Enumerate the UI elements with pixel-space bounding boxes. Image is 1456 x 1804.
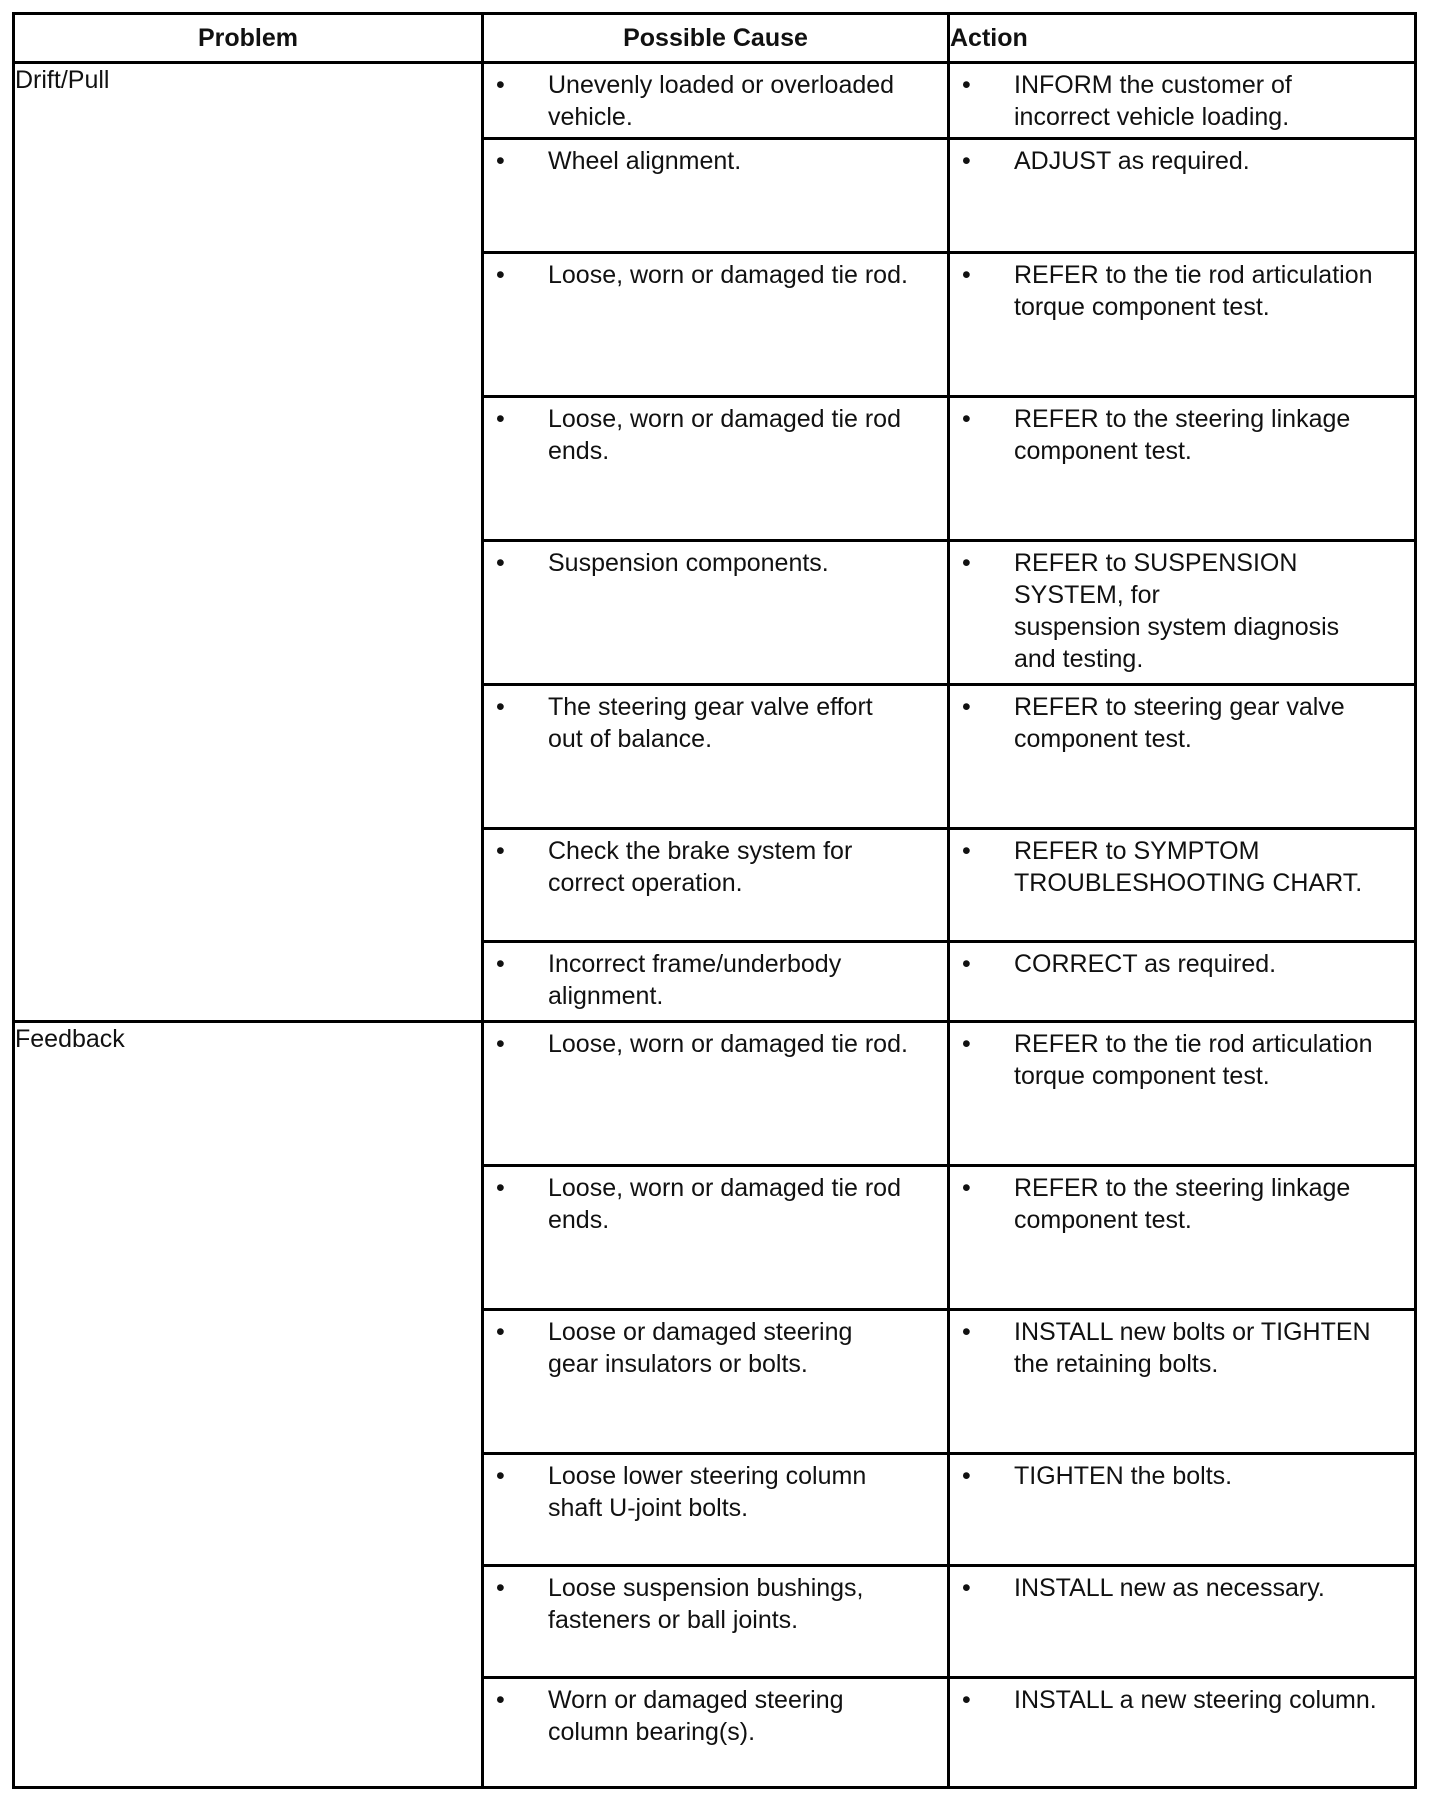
bullet-icon: • xyxy=(496,71,505,99)
action-cell xyxy=(949,1566,1416,1678)
bullet-icon: • xyxy=(962,1574,971,1602)
cause-cell xyxy=(483,1310,949,1454)
action-cell xyxy=(949,253,1416,397)
cause-cell xyxy=(483,829,949,942)
action-cell xyxy=(949,942,1416,1022)
cause-text: Loose suspension bushings, fasteners or ball joints. xyxy=(548,1574,864,1634)
action-cell xyxy=(949,829,1416,942)
cause-text: Loose, worn or damaged tie rod. xyxy=(548,261,908,289)
cause-cell xyxy=(483,397,949,541)
cause-cell xyxy=(483,139,949,253)
bullet-icon: • xyxy=(962,405,971,433)
cause-cell xyxy=(483,1022,949,1166)
symptom-chart-table xyxy=(12,12,1417,1789)
cause-text: Suspension components. xyxy=(548,549,829,577)
action-text: INFORM the customer of incorrect vehicle loading. xyxy=(1014,71,1292,131)
action-cell xyxy=(949,1310,1416,1454)
bullet-icon: • xyxy=(962,1030,971,1058)
cause-text: The steering gear valve effort out of balance. xyxy=(548,693,873,753)
bullet-icon: • xyxy=(496,549,505,577)
cause-text: Loose, worn or damaged tie rod ends. xyxy=(548,1174,901,1234)
bullet-icon: • xyxy=(496,1462,505,1490)
action-cell xyxy=(949,541,1416,685)
header-problem: Problem xyxy=(14,14,483,63)
action-cell xyxy=(949,1678,1416,1788)
action-text: REFER to steering gear valve component test. xyxy=(1014,693,1345,753)
action-cell xyxy=(949,1454,1416,1566)
bullet-icon: • xyxy=(962,1686,971,1714)
header-row xyxy=(14,14,1416,63)
bullet-icon: • xyxy=(496,1174,505,1202)
bullet-icon: • xyxy=(962,147,971,175)
cause-cell xyxy=(483,1454,949,1566)
cause-cell xyxy=(483,1566,949,1678)
cause-text: Incorrect frame/underbody alignment. xyxy=(548,950,842,1010)
cause-text: Loose, worn or damaged tie rod ends. xyxy=(548,405,901,465)
action-text: REFER to the steering linkage component test. xyxy=(1014,405,1351,465)
header-action: Action xyxy=(949,14,1416,63)
action-text: TIGHTEN the bolts. xyxy=(1014,1462,1233,1490)
cause-cell xyxy=(483,541,949,685)
cause-cell xyxy=(483,63,949,139)
cause-text: Unevenly loaded or overloaded vehicle. xyxy=(548,71,895,131)
action-cell xyxy=(949,1022,1416,1166)
cause-text: Loose, worn or damaged tie rod. xyxy=(548,1030,908,1058)
cause-text: Wheel alignment. xyxy=(548,147,742,175)
action-text: REFER to SUSPENSION SYSTEM, for suspension system diagnosis and testing. xyxy=(1014,549,1340,673)
bullet-icon: • xyxy=(962,950,971,978)
table-row xyxy=(14,63,1416,139)
bullet-icon: • xyxy=(962,1462,971,1490)
bullet-icon: • xyxy=(496,837,505,865)
action-cell xyxy=(949,63,1416,139)
bullet-icon: • xyxy=(962,71,971,99)
action-text: INSTALL a new steering column. xyxy=(1014,1686,1377,1714)
bullet-icon: • xyxy=(496,405,505,433)
bullet-icon: • xyxy=(962,693,971,721)
action-cell xyxy=(949,685,1416,829)
action-cell xyxy=(949,397,1416,541)
cause-text: Check the brake system for correct operation. xyxy=(548,837,853,897)
action-cell xyxy=(949,139,1416,253)
cause-cell xyxy=(483,942,949,1022)
action-text: REFER to SYMPTOM TROUBLESHOOTING CHART. xyxy=(1014,837,1363,897)
bullet-icon: • xyxy=(496,693,505,721)
bullet-icon: • xyxy=(496,1686,505,1714)
cause-cell xyxy=(483,253,949,397)
action-text: ADJUST as required. xyxy=(1014,147,1250,175)
action-text: INSTALL new bolts or TIGHTEN the retaining bolts. xyxy=(1014,1318,1371,1378)
bullet-icon: • xyxy=(962,837,971,865)
action-text: REFER to the steering linkage component test. xyxy=(1014,1174,1351,1234)
action-cell xyxy=(949,1166,1416,1310)
table-row xyxy=(14,1022,1416,1166)
bullet-icon: • xyxy=(496,1318,505,1346)
bullet-icon: • xyxy=(962,261,971,289)
bullet-icon: • xyxy=(962,1174,971,1202)
cause-cell xyxy=(483,1678,949,1788)
bullet-icon: • xyxy=(496,950,505,978)
cause-text: Loose or damaged steering gear insulators or bolts. xyxy=(548,1318,853,1378)
cause-text: Worn or damaged steering column bearing(s). xyxy=(548,1686,844,1746)
problem-drift-pull: Drift/Pull xyxy=(14,63,483,1022)
bullet-icon: • xyxy=(496,1574,505,1602)
action-text: INSTALL new as necessary. xyxy=(1014,1574,1325,1602)
bullet-icon: • xyxy=(496,1030,505,1058)
action-text: REFER to the tie rod articulation torque component test. xyxy=(1014,1030,1373,1090)
action-text: CORRECT as required. xyxy=(1014,950,1277,978)
cause-text: Loose lower steering column shaft U-joint bolts. xyxy=(548,1462,867,1522)
diagnosis-page xyxy=(12,12,1414,1789)
header-possible-cause: Possible Cause xyxy=(483,14,949,63)
bullet-icon: • xyxy=(496,147,505,175)
cause-cell xyxy=(483,685,949,829)
cause-cell xyxy=(483,1166,949,1310)
action-text: REFER to the tie rod articulation torque component test. xyxy=(1014,261,1373,321)
bullet-icon: • xyxy=(962,1318,971,1346)
bullet-icon: • xyxy=(962,549,971,577)
problem-feedback: Feedback xyxy=(14,1022,483,1788)
bullet-icon: • xyxy=(496,261,505,289)
